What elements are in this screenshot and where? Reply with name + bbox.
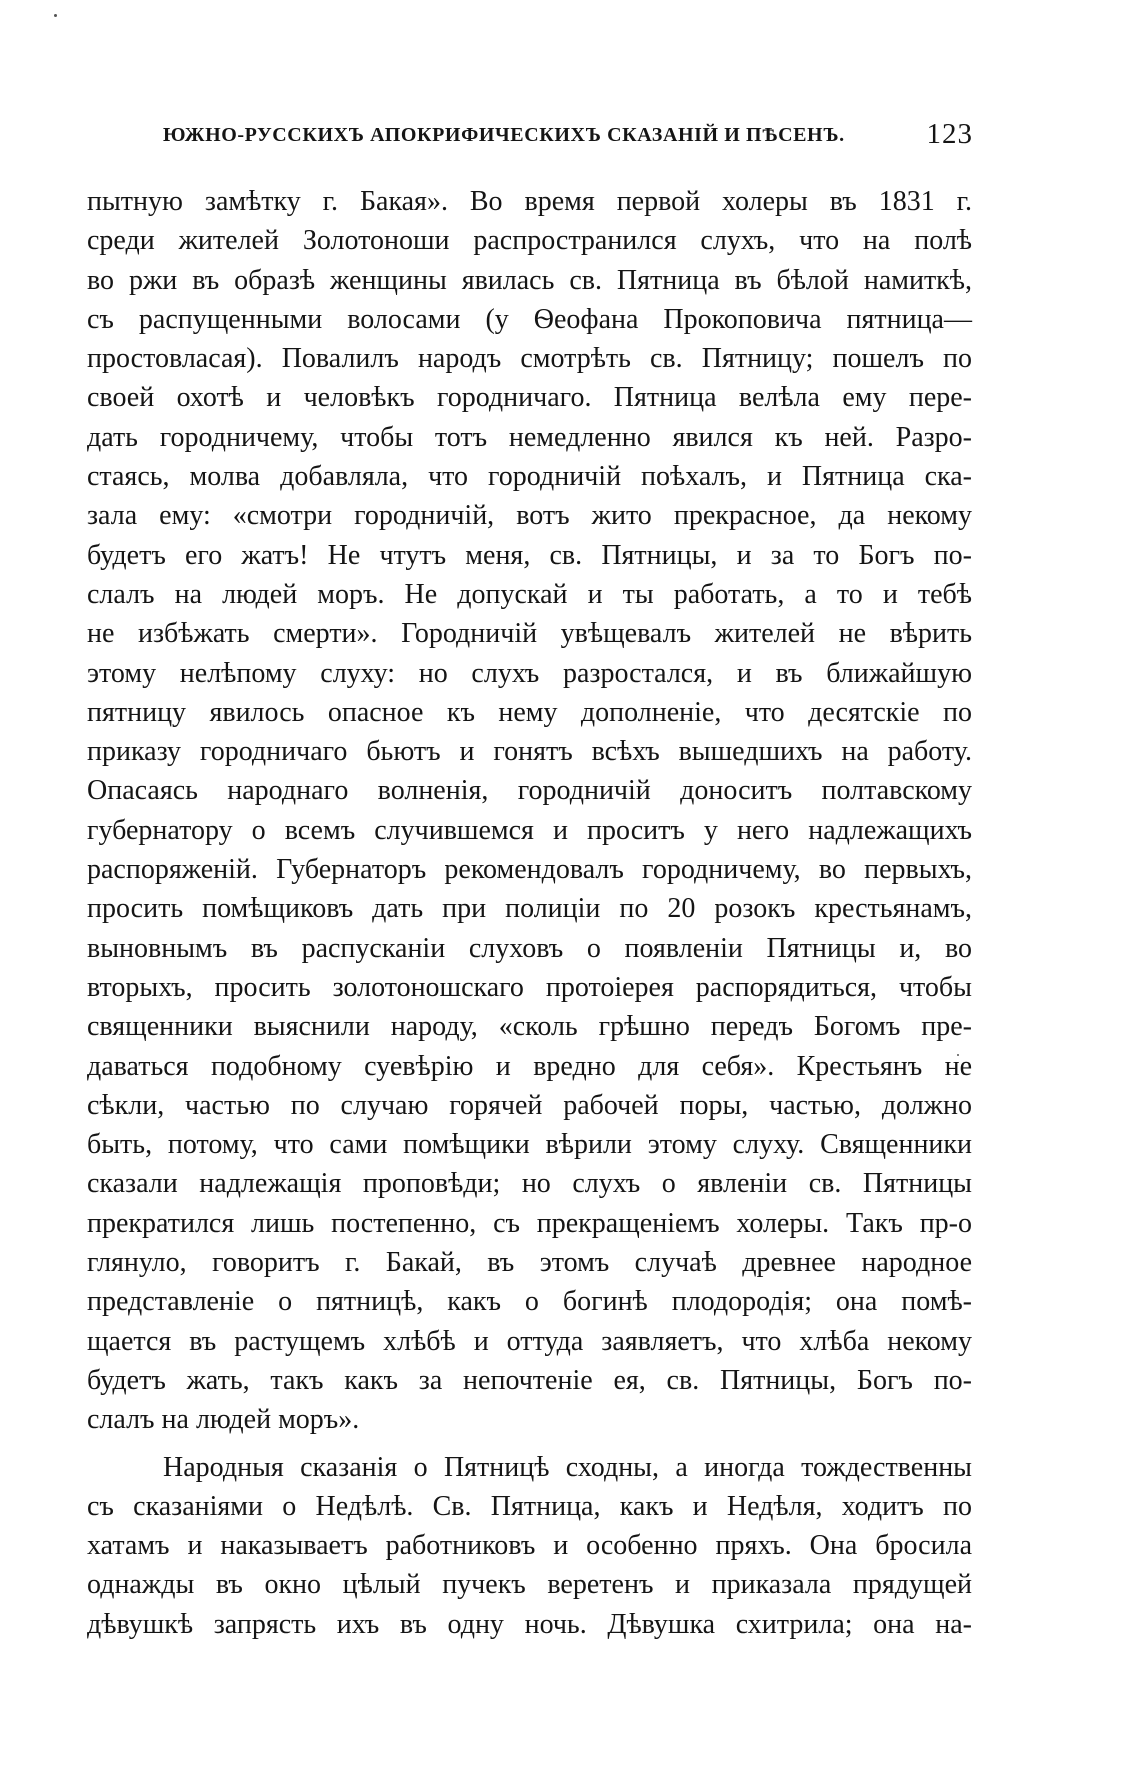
text-line: распоряженій. Губернаторъ рекомендовалъ городничему, во первыхъ, (87, 854, 972, 886)
text-line: однажды въ окно цѣлый пучекъ веретенъ и приказала прядущей (87, 1569, 972, 1601)
text-line: не избѣжать смерти». Городничій увѣщевалъ жителей не вѣрить (87, 618, 972, 650)
text-line: будетъ его жатъ! Не чтутъ меня, св. Пятницы, и за то Богъ по- (87, 539, 972, 571)
running-header (163, 120, 973, 154)
text-line: дѣвушкѣ запрясть ихъ въ одну ночь. Дѣвушка схитрила; она на- (87, 1608, 972, 1640)
text-line: своей охотѣ и человѣкъ городничаго. Пятница велѣла ему пере- (87, 382, 972, 414)
text-line: хатамъ и наказываетъ работниковъ и особенно пряхъ. Она бросила (87, 1530, 972, 1562)
text-line: будетъ жать, такъ какъ за непочтеніе ея, св. Пятницы, Богъ по- (87, 1364, 972, 1396)
running-title: ЮЖНО-РУССКИХЪ АПОКРИФИЧЕСКИХЪ СКАЗАНІЙ И ПѢСЕНЪ. (163, 124, 845, 146)
text-line: представленіе о пятницѣ, какъ о богинѣ плодородія; она помѣ- (87, 1286, 972, 1318)
text-line: вторыхъ, просить золотоношскаго протоіерея распорядиться, чтобы (87, 971, 972, 1003)
print-speck (54, 14, 57, 17)
text-line: прекратился лишь постепенно, съ прекращеніемъ холеры. Такъ пр-о (87, 1207, 972, 1239)
text-line: среди жителей Золотоноши распространился слухъ, что на полѣ (87, 225, 972, 257)
text-line: простовласая). Повалилъ народъ смотрѣть св. Пятницу; пошелъ по (87, 343, 972, 375)
text-line: просить помѣщиковъ дать при полиціи по 20 розокъ крестьянамъ, (87, 893, 972, 925)
text-line: стаясь, молва добавляла, что городничій поѣхалъ, и Пятница ска- (87, 461, 972, 493)
text-line: губернатору о всемъ случившемся и проситъ у него надлежащихъ (87, 814, 972, 846)
text-line: сѣкли, частью по случаю горячей рабочей поры, частью, должно (87, 1089, 972, 1121)
text-line: этому нелѣпому слуху: но слухъ разростался, и въ ближайшую (87, 657, 972, 689)
paragraph-2 (87, 1448, 972, 1644)
text-line: слалъ на людей моръ. Не допускай и ты работать, а то и тебѣ (87, 578, 972, 610)
text-line: Опасаясь народнаго волненія, городничій доноситъ полтавскому (87, 775, 972, 807)
text-line: пятницу явилось опасное къ нему дополненіе, что десятскіе по (87, 696, 972, 728)
text-line: съ сказаніями о Недѣлѣ. Св. Пятница, какъ и Недѣля, ходитъ по (87, 1490, 972, 1522)
text-line: щается въ растущемъ хлѣбѣ и оттуда заявляетъ, что хлѣба некому (87, 1325, 972, 1357)
text-line: сказали надлежащія проповѣди; но слухъ о явленіи св. Пятницы (87, 1168, 972, 1200)
paragraph-1 (87, 182, 972, 1440)
text-line: глянуло, говоритъ г. Бакай, въ этомъ случаѣ древнее народное (87, 1247, 972, 1279)
text-line: приказу городничаго бьютъ и гонятъ всѣхъ вышедшихъ на работу. (87, 736, 972, 768)
text-line: даваться подобному суевѣрію и вредно для себя». Крестьянъ не (87, 1050, 972, 1082)
page-number: 123 (926, 118, 973, 150)
text-line: выновнымъ въ распусканіи слуховъ о появленіи Пятницы и, во (87, 932, 972, 964)
paragraph-gap (87, 1440, 972, 1448)
text-line: быть, потому, что сами помѣщики вѣрили этому слуху. Священники (87, 1129, 972, 1161)
text-line: Народныя сказанія о Пятницѣ сходны, а иногда тождественны (163, 1451, 972, 1483)
text-line: съ распущенными волосами (у Ѳеофана Прокоповича пятница— (87, 303, 972, 335)
text-line: дать городничему, чтобы тотъ немедленно явился къ ней. Разро- (87, 421, 972, 453)
text-line: во ржи въ образѣ женщины явилась св. Пятница въ бѣлой намиткѣ, (87, 264, 972, 296)
text-line: пытную замѣтку г. Бакая». Во время первой холеры въ 1831 г. (87, 186, 972, 217)
text-line: зала ему: «смотри городничій, вотъ жито прекрасное, да некому (87, 500, 972, 532)
body-text (87, 182, 972, 1644)
text-line: священники выяснили народу, «сколь грѣшно передъ Богомъ пре- (87, 1011, 972, 1043)
text-line: слалъ на людей моръ». (87, 1404, 360, 1436)
